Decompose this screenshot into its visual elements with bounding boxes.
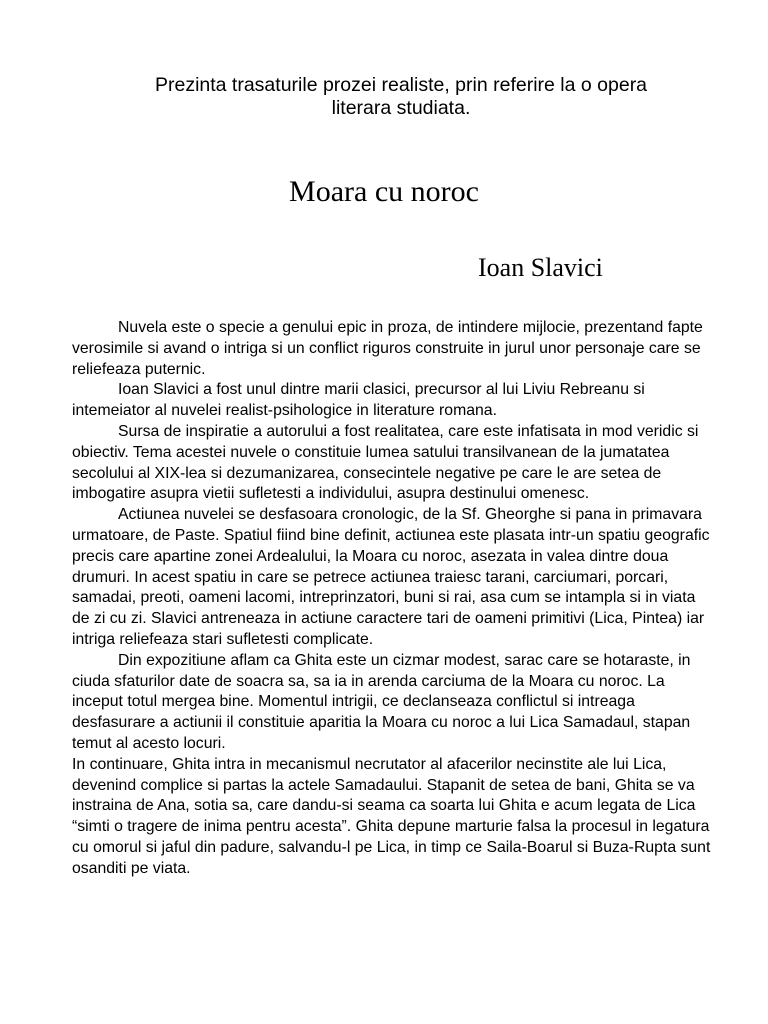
essay-prompt (96, 74, 706, 120)
paragraph-4: Actiunea nuvelei se desfasoara cronologic, de la Sf. Gheorghe si pana in primavara urmatoare, de Paste. Spatiul fiind bine definit, actiunea este plasata intr-un spatiu geografic precis care apartine zonei Ardealului, la Moara cu noroc, asezata in valea dintre doua drumuri. In acest spatiu in care se petrece actiunea traiesc tarani, carciumari, porcari, samadai, preoti, oameni lacomi, intreprinzatori, buni si rai, asa cum se intampla si in viata de zi cu zi. Slavici antreneaza in actiune caractere tari de oameni primitivi (Lica, Pintea) iar intriga reliefeaza stari sufletesti complicate. (72, 506, 710, 648)
paragraph-5: Din expozitiune aflam ca Ghita este un cizmar modest, sarac care se hotaraste, in ciuda sfaturilor date de soacra sa, sa ia in arenda carciuma de la Moara cu noroc. La inceput totul mergea bine. Momentul intrigii, ce declanseaza conflictul si intreaga desfasurare a actiunii il constituie aparitia la Moara cu noroc a lui Lica Samadaul, stapan temut al acesto locuri. (72, 651, 691, 752)
author-name: Ioan Slavici (478, 253, 603, 282)
paragraph-6: In continuare, Ghita intra in mecanismul necrutator al afacerilor necinstite ale lui Lica, devenind complice si partas la actele Samadaului. Stapanit de setea de bani, Ghita se va instraina de Ana, sotia sa, care dandu-si seama ca soarta lui Ghita e acum legata de Lica “simti o tragere de inima pentru acesta”. Ghita depune marturie falsa la procesul in legatura cu omorul si jaful din padure, salvandu-l pe Lica, in timp ce Saila-Boarul si Buza-Rupta sunt osanditi pe viata. (72, 755, 711, 877)
work-title: Moara cu noroc (289, 175, 479, 208)
essay-body (72, 318, 712, 880)
paragraph-2: Ioan Slavici a fost unul dintre marii clasici, precursor al lui Liviu Rebreanu si intemeiator al nuvelei realist-psihologice in literature romana. (72, 381, 645, 420)
essay-prompt-line-2: literara studiata. (331, 97, 471, 119)
paragraph-1: Nuvela este o specie a genului epic in proza, de intindere mijlocie, prezentand fapte verosimile si avand o intriga si un conflict riguros construite in jurul unor personaje care se reliefeaza puternic. (72, 319, 703, 378)
essay-prompt-line-1: Prezinta trasaturile prozei realiste, prin referire la o opera (154, 74, 648, 96)
paragraph-3: Sursa de inspiratie a autorului a fost realitatea, care este infatisata in mod veridic si obiectiv. Tema acestei nuvele o constituie lumea satului transilvanean de la jumatatea secolului al XIX-lea si dezumanizarea, consecintele negative pe care le are setea de imbogatire asupra vietii sufletesti a individului, asupra destinului omenesc. (72, 422, 699, 503)
